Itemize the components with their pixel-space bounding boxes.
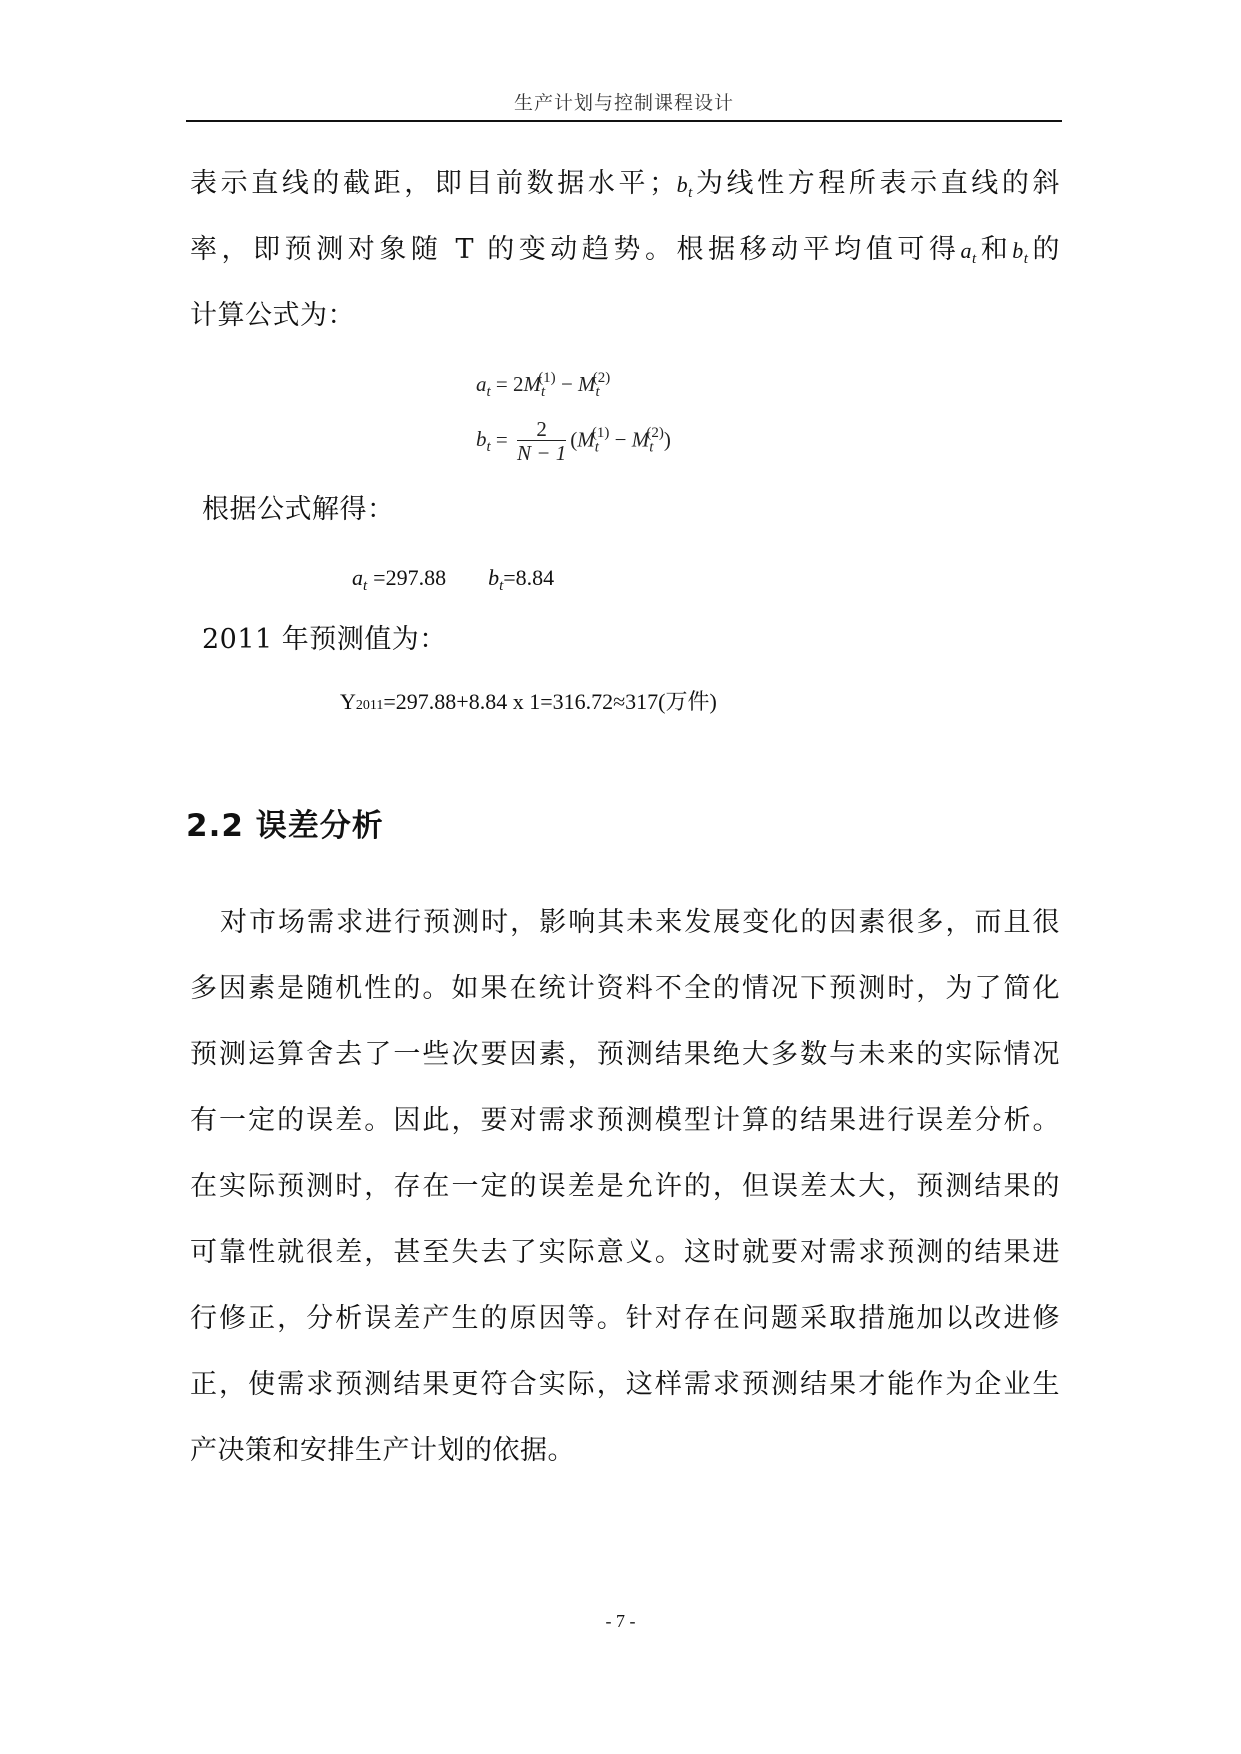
paragraph2-line-8: 正，使需求预测结果更符合实际，这样需求预测结果才能作为企业生 bbox=[190, 1369, 1060, 1400]
paragraph-line-1 bbox=[190, 164, 1060, 213]
paragraph2-line-4: 有一定的误差。因此，要对需求预测模型计算的结果进行误差分析。 bbox=[190, 1105, 1060, 1136]
paragraph2-line-3: 预测运算舍去了一些次要因素，预测结果绝大多数与未来的实际情况 bbox=[190, 1039, 1060, 1070]
paragraph2-line-7: 行修正，分析误差产生的原因等。针对存在问题采取措施加以改进修 bbox=[190, 1303, 1060, 1334]
paragraph-line-3: 计算公式为： bbox=[190, 300, 355, 331]
solve-label: 根据公式解得： bbox=[202, 494, 395, 525]
forecast-equation: Y2011=297.88+8.84 x 1=316.72≈317(万件) bbox=[340, 689, 717, 714]
symbol-b-t: $b_t$ bbox=[1012, 238, 1029, 267]
solution-values: $a_t =297.88$ $b_t=8.84$ bbox=[352, 565, 555, 594]
symbol-a-t: $a_t$ bbox=[960, 238, 977, 267]
paragraph2-line-2: 多因素是随机性的。如果在统计资料不全的情况下预测时，为了简化 bbox=[190, 973, 1060, 1004]
running-header: 生产计划与控制课程设计 bbox=[186, 86, 1062, 122]
fraction: $\frac{2}{N - 1}$ bbox=[517, 417, 567, 465]
page-number: - 7 - bbox=[605, 1611, 636, 1631]
text-segment: 和 bbox=[976, 234, 1013, 265]
paragraph-line-2 bbox=[190, 230, 1060, 279]
formula-a-t: $a_t = 2M_t^{(1)} - M_t^{(2)}$ bbox=[476, 370, 611, 400]
text-segment: 率，即预测对象随 T 的变动趋势。根据移动平均值可得 bbox=[190, 234, 961, 265]
a-value: =297.88 bbox=[373, 565, 447, 590]
paragraph2-line-9: 产决策和安排生产计划的依据。 bbox=[190, 1435, 575, 1466]
paragraph2-line-1: 对市场需求进行预测时，影响其未来发展变化的因素很多，而且很 bbox=[220, 907, 1060, 938]
paragraph2-line-6: 可靠性就很差，甚至失去了实际意义。这时就要对需求预测的结果进 bbox=[190, 1237, 1060, 1268]
forecast-label: 2011 年预测值为： bbox=[202, 624, 447, 655]
paragraph2-line-5: 在实际预测时，存在一定的误差是允许的，但误差太大，预测结果的 bbox=[190, 1171, 1060, 1202]
text-segment: 的 bbox=[1028, 234, 1060, 265]
text-segment: 为线性方程所表示直线的斜 bbox=[692, 168, 1061, 199]
symbol-b-t: $b_t$ bbox=[676, 172, 693, 201]
b-value: =8.84 bbox=[503, 565, 555, 590]
formula-b-t: $b_t$ = $\frac{2}{N - 1}$ $(M_t^{(1)} - M_t^{(2)})$ bbox=[476, 417, 671, 465]
text-segment: 表示直线的截距，即目前数据水平； bbox=[190, 168, 677, 199]
section-heading: 2.2 误差分析 bbox=[186, 808, 384, 844]
